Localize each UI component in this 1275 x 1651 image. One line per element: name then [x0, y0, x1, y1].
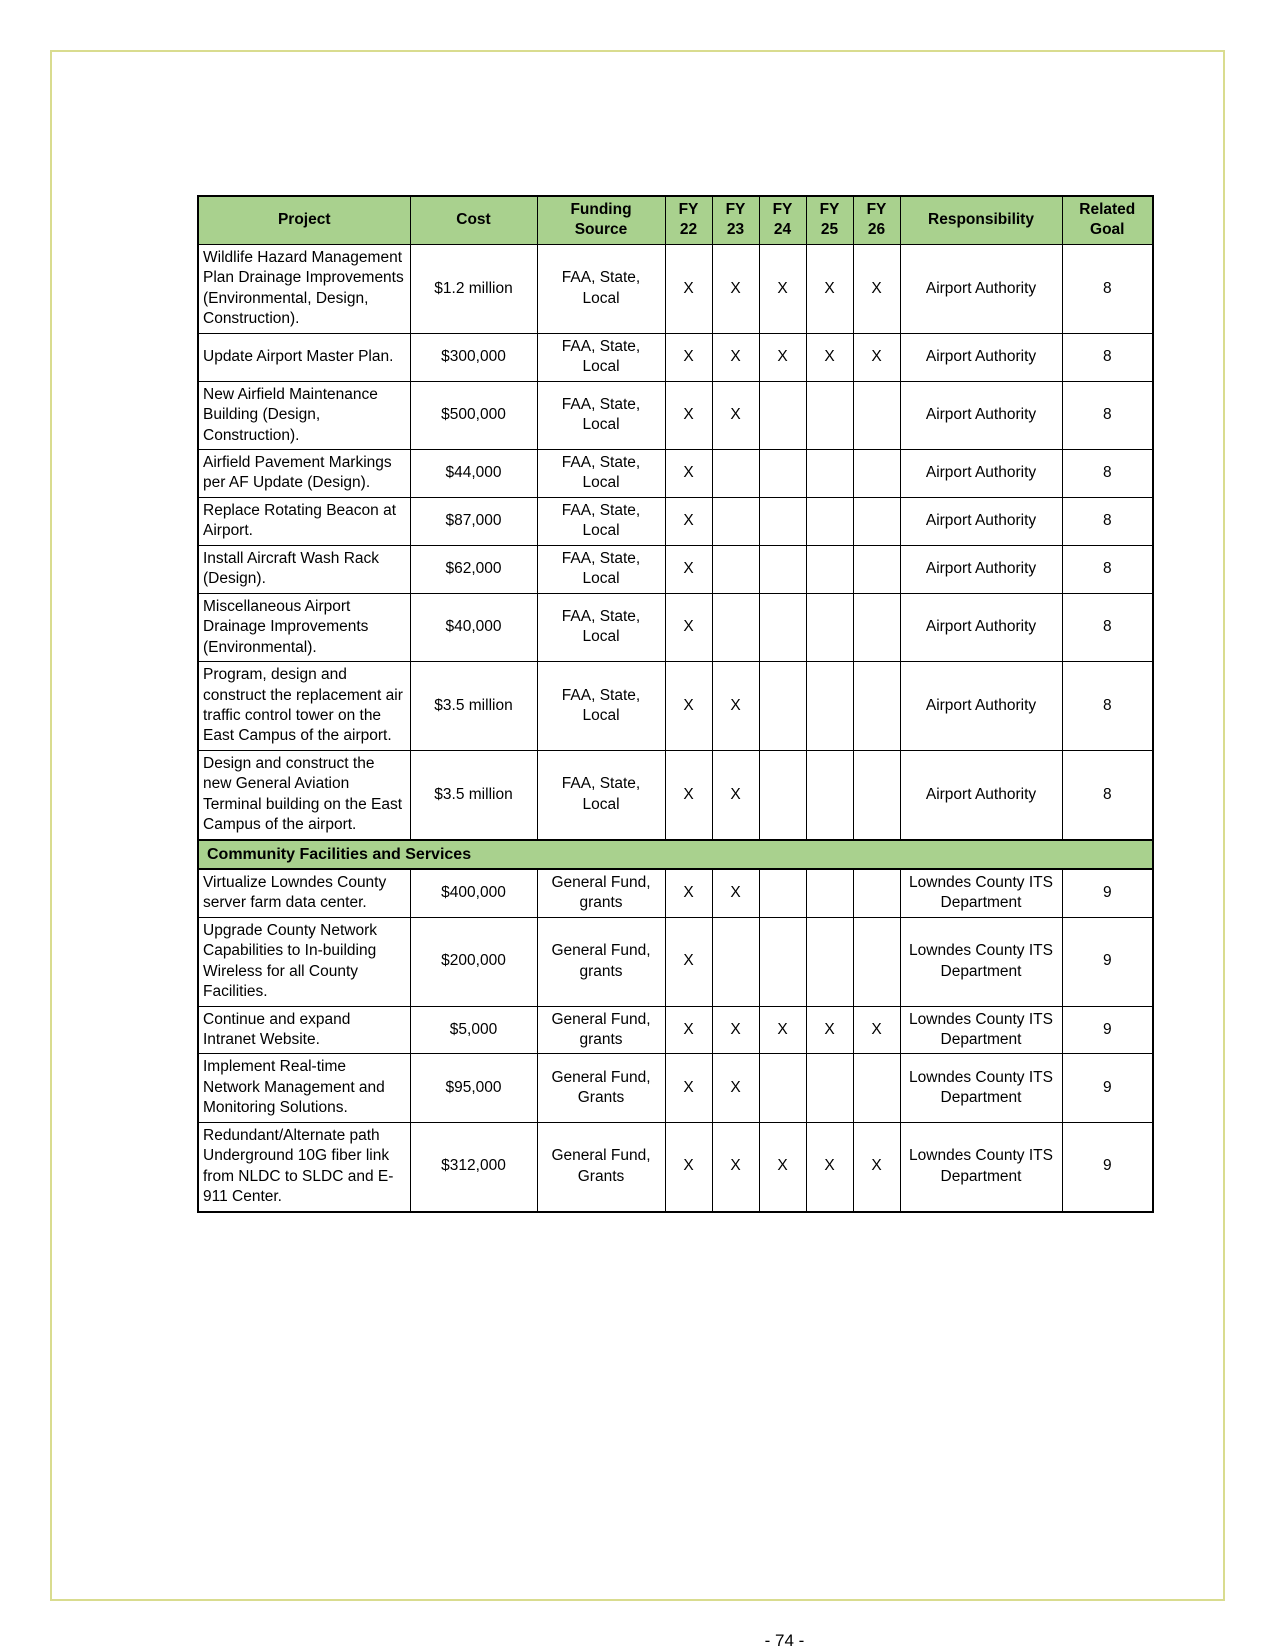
cell-fy23 [712, 545, 759, 593]
cell-funding-source: General Fund, Grants [537, 1054, 665, 1122]
cell-fy25 [806, 1054, 853, 1122]
cell-fy22: X [665, 1006, 712, 1054]
page-content [197, 195, 1145, 1650]
cell-fy25 [806, 497, 853, 545]
cell-fy23: X [712, 869, 759, 917]
cell-project: Program, design and construct the replacement air traffic control tower on the East Campus of the airport. [198, 662, 410, 751]
section-header-row [198, 840, 1153, 869]
cell-fy23: X [712, 1122, 759, 1211]
cell-related-goal: 8 [1062, 449, 1153, 497]
cell-fy23: X [712, 333, 759, 381]
cell-fy22: X [665, 869, 712, 917]
cell-related-goal: 9 [1062, 869, 1153, 917]
cell-related-goal: 8 [1062, 333, 1153, 381]
cell-fy26 [853, 750, 900, 839]
cell-fy24 [759, 1054, 806, 1122]
cell-fy22: X [665, 593, 712, 661]
cell-fy26 [853, 593, 900, 661]
cell-fy22: X [665, 333, 712, 381]
cell-fy23: X [712, 1054, 759, 1122]
cell-fy24: X [759, 244, 806, 333]
column-header-fy23 [712, 196, 759, 244]
cell-responsibility: Airport Authority [900, 497, 1062, 545]
header-row [198, 196, 1153, 244]
cell-responsibility: Airport Authority [900, 750, 1062, 839]
cell-related-goal: 8 [1062, 381, 1153, 449]
related-goal-line1: Related [1079, 201, 1136, 218]
column-header-fy22 [665, 196, 712, 244]
cell-fy25 [806, 593, 853, 661]
fy23-line2: 23 [726, 221, 745, 239]
cell-fy24 [759, 917, 806, 1006]
cell-responsibility: Airport Authority [900, 381, 1062, 449]
cell-fy26 [853, 497, 900, 545]
cell-fy25 [806, 750, 853, 839]
cell-fy25 [806, 449, 853, 497]
cell-responsibility: Airport Authority [900, 662, 1062, 751]
table-row [198, 593, 1153, 661]
cell-fy24 [759, 750, 806, 839]
cell-fy23: X [712, 381, 759, 449]
funding-source-line2: Source [574, 221, 628, 239]
cell-related-goal: 9 [1062, 1006, 1153, 1054]
cell-cost: $87,000 [410, 497, 537, 545]
cell-project: Design and construct the new General Aviation Terminal building on the East Campus of the airport. [198, 750, 410, 839]
table-row [198, 917, 1153, 1006]
cell-cost: $200,000 [410, 917, 537, 1006]
cell-fy25: X [806, 244, 853, 333]
cell-fy25: X [806, 1006, 853, 1054]
cell-fy22: X [665, 497, 712, 545]
cell-cost: $5,000 [410, 1006, 537, 1054]
cell-funding-source: FAA, State, Local [537, 545, 665, 593]
cell-fy23: X [712, 1006, 759, 1054]
cell-fy25: X [806, 333, 853, 381]
cell-related-goal: 8 [1062, 662, 1153, 751]
cell-fy23 [712, 449, 759, 497]
cell-responsibility: Lowndes County ITS Department [900, 1006, 1062, 1054]
cell-funding-source: General Fund, Grants [537, 1122, 665, 1211]
cell-funding-source: FAA, State, Local [537, 497, 665, 545]
cell-related-goal: 9 [1062, 1122, 1153, 1211]
cell-related-goal: 8 [1062, 497, 1153, 545]
cell-responsibility: Lowndes County ITS Department [900, 869, 1062, 917]
cell-fy23: X [712, 750, 759, 839]
fy26-line1: FY [866, 201, 887, 218]
table-row [198, 497, 1153, 545]
cell-responsibility: Airport Authority [900, 333, 1062, 381]
cell-related-goal: 8 [1062, 750, 1153, 839]
cell-fy26 [853, 869, 900, 917]
cell-project: Airfield Pavement Markings per AF Update (Design). [198, 449, 410, 497]
cell-fy23 [712, 917, 759, 1006]
cell-related-goal: 8 [1062, 545, 1153, 593]
fy22-line2: 22 [679, 221, 698, 239]
fy26-line2: 26 [867, 221, 886, 239]
cell-cost: $44,000 [410, 449, 537, 497]
cell-funding-source: FAA, State, Local [537, 244, 665, 333]
fy24-line1: FY [772, 201, 793, 218]
cell-funding-source: FAA, State, Local [537, 662, 665, 751]
column-header-responsibility: Responsibility [900, 196, 1062, 244]
cell-funding-source: FAA, State, Local [537, 750, 665, 839]
cell-project: Upgrade County Network Capabilities to In-building Wireless for all County Facilities. [198, 917, 410, 1006]
fy25-line2: 25 [820, 221, 839, 239]
cell-fy25 [806, 662, 853, 751]
cell-cost: $300,000 [410, 333, 537, 381]
cell-fy25 [806, 381, 853, 449]
table-row [198, 1122, 1153, 1211]
cell-funding-source: General Fund, grants [537, 917, 665, 1006]
fy24-line2: 24 [773, 221, 792, 239]
table-body [198, 244, 1153, 1211]
column-header-fy26 [853, 196, 900, 244]
table-row [198, 244, 1153, 333]
cell-responsibility: Airport Authority [900, 449, 1062, 497]
column-header-fy24 [759, 196, 806, 244]
cell-cost: $312,000 [410, 1122, 537, 1211]
cell-fy24 [759, 449, 806, 497]
cell-fy22: X [665, 917, 712, 1006]
cell-cost: $3.5 million [410, 750, 537, 839]
cell-responsibility: Lowndes County ITS Department [900, 1054, 1062, 1122]
cell-fy26: X [853, 1122, 900, 1211]
cell-fy24: X [759, 333, 806, 381]
cell-funding-source: FAA, State, Local [537, 593, 665, 661]
cell-related-goal: 8 [1062, 593, 1153, 661]
cell-fy26 [853, 1054, 900, 1122]
cell-fy23 [712, 497, 759, 545]
cell-fy22: X [665, 750, 712, 839]
table-row [198, 1054, 1153, 1122]
column-header-project: Project [198, 196, 410, 244]
cell-cost: $95,000 [410, 1054, 537, 1122]
cell-fy24 [759, 381, 806, 449]
cell-fy25: X [806, 1122, 853, 1211]
cell-project: New Airfield Maintenance Building (Design, Construction). [198, 381, 410, 449]
cell-responsibility: Lowndes County ITS Department [900, 1122, 1062, 1211]
cell-fy25 [806, 917, 853, 1006]
cell-project: Redundant/Alternate path Underground 10G fiber link from NLDC to SLDC and E-911 Center. [198, 1122, 410, 1211]
cell-funding-source: FAA, State, Local [537, 449, 665, 497]
cell-fy26 [853, 449, 900, 497]
cell-funding-source: General Fund, grants [537, 869, 665, 917]
cell-cost: $1.2 million [410, 244, 537, 333]
cell-fy22: X [665, 662, 712, 751]
cell-cost: $400,000 [410, 869, 537, 917]
column-header-funding-source [537, 196, 665, 244]
cell-project: Replace Rotating Beacon at Airport. [198, 497, 410, 545]
cell-fy23: X [712, 244, 759, 333]
cell-responsibility: Airport Authority [900, 545, 1062, 593]
table-row [198, 449, 1153, 497]
cell-fy26: X [853, 244, 900, 333]
table-header [198, 196, 1153, 244]
section-title: Community Facilities and Services [198, 840, 1153, 869]
cell-fy22: X [665, 1054, 712, 1122]
cell-project: Update Airport Master Plan. [198, 333, 410, 381]
cell-related-goal: 9 [1062, 917, 1153, 1006]
cell-fy26: X [853, 1006, 900, 1054]
cell-fy24 [759, 545, 806, 593]
cell-cost: $40,000 [410, 593, 537, 661]
table-row [198, 1006, 1153, 1054]
table-row [198, 545, 1153, 593]
cell-project: Wildlife Hazard Management Plan Drainage Improvements (Environmental, Design, Construction). [198, 244, 410, 333]
cell-related-goal: 9 [1062, 1054, 1153, 1122]
fy25-line1: FY [819, 201, 840, 218]
cell-fy24 [759, 662, 806, 751]
table-row [198, 662, 1153, 751]
page-border [50, 50, 1225, 1650]
cell-fy22: X [665, 449, 712, 497]
cell-fy25 [806, 545, 853, 593]
cell-fy25 [806, 869, 853, 917]
cell-cost: $3.5 million [410, 662, 537, 751]
table-row [198, 333, 1153, 381]
cell-responsibility: Lowndes County ITS Department [900, 917, 1062, 1006]
cell-cost: $500,000 [410, 381, 537, 449]
table-row [198, 869, 1153, 917]
cell-fy24 [759, 869, 806, 917]
funding-source-line1: Funding [570, 201, 632, 218]
table-row [198, 750, 1153, 839]
page-number: - 74 - [764, 1631, 805, 1650]
column-header-fy25 [806, 196, 853, 244]
cell-fy24: X [759, 1006, 806, 1054]
cell-funding-source: General Fund, grants [537, 1006, 665, 1054]
cell-project: Virtualize Lowndes County server farm data center. [198, 869, 410, 917]
cell-cost: $62,000 [410, 545, 537, 593]
cell-project: Miscellaneous Airport Drainage Improvements (Environmental). [198, 593, 410, 661]
column-header-related-goal [1062, 196, 1153, 244]
cell-project: Continue and expand Intranet Website. [198, 1006, 410, 1054]
cell-fy26: X [853, 333, 900, 381]
cell-fy26 [853, 917, 900, 1006]
fy22-line1: FY [678, 201, 699, 218]
cell-fy22: X [665, 381, 712, 449]
cell-fy22: X [665, 545, 712, 593]
cell-funding-source: FAA, State, Local [537, 381, 665, 449]
related-goal-line2: Goal [1090, 221, 1125, 239]
cell-fy26 [853, 381, 900, 449]
cell-fy26 [853, 662, 900, 751]
capital-improvement-table [197, 195, 1154, 1213]
cell-fy23 [712, 593, 759, 661]
table-row [198, 381, 1153, 449]
cell-fy22: X [665, 244, 712, 333]
cell-funding-source: FAA, State, Local [537, 333, 665, 381]
cell-responsibility: Airport Authority [900, 244, 1062, 333]
fy23-line1: FY [725, 201, 746, 218]
cell-related-goal: 8 [1062, 244, 1153, 333]
cell-fy23: X [712, 662, 759, 751]
cell-fy24 [759, 593, 806, 661]
cell-fy22: X [665, 1122, 712, 1211]
cell-fy24: X [759, 1122, 806, 1211]
cell-project: Install Aircraft Wash Rack (Design). [198, 545, 410, 593]
cell-responsibility: Airport Authority [900, 593, 1062, 661]
column-header-cost: Cost [410, 196, 537, 244]
cell-fy26 [853, 545, 900, 593]
cell-fy24 [759, 497, 806, 545]
cell-project: Implement Real-time Network Management and Monitoring Solutions. [198, 1054, 410, 1122]
